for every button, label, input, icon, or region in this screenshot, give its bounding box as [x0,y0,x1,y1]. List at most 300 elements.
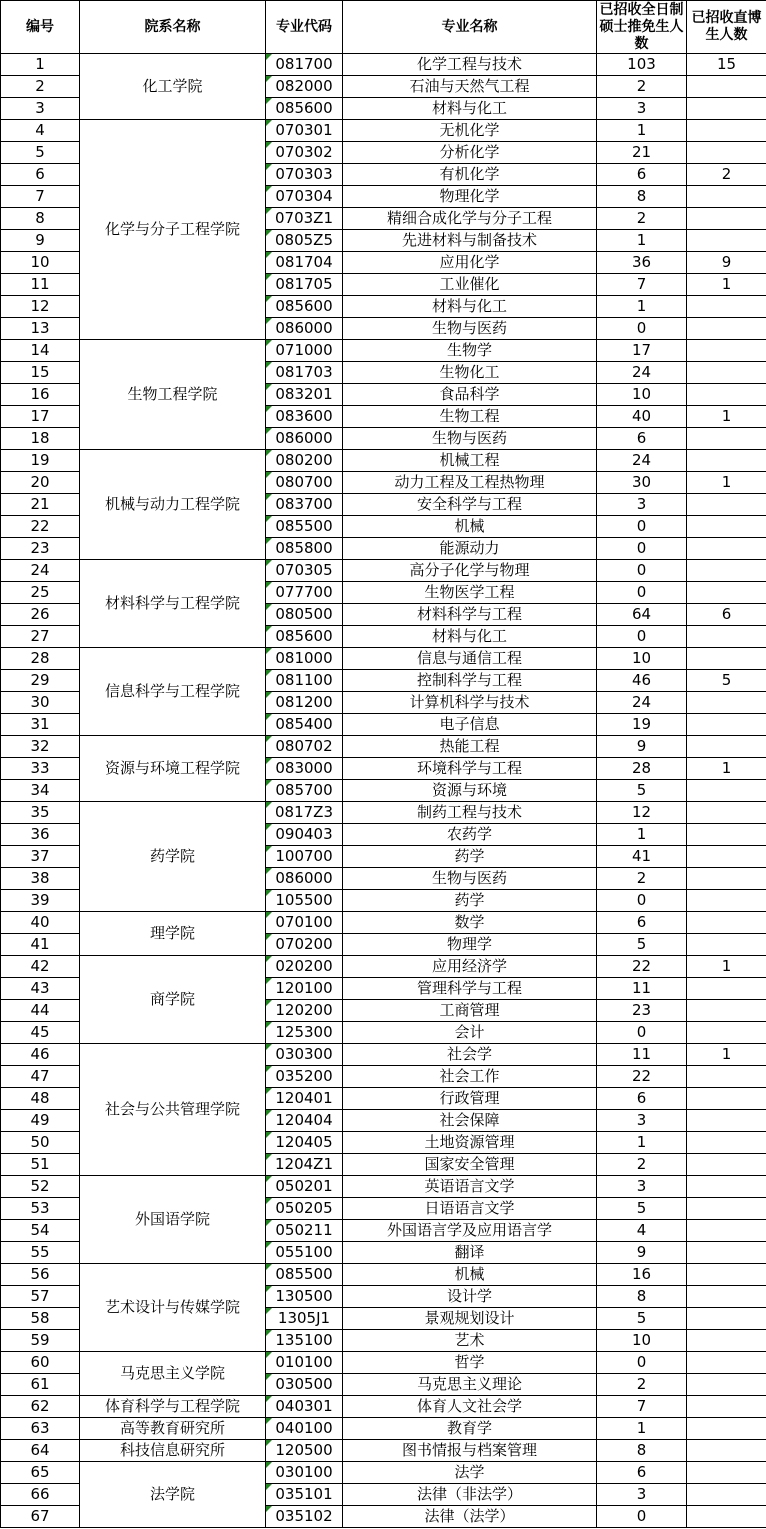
masters-count: 6 [597,912,687,934]
phd-count [687,120,766,142]
masters-count: 41 [597,846,687,868]
masters-count: 30 [597,472,687,494]
major-code: 071000 [266,340,343,362]
major-name: 生物与医药 [343,868,597,890]
row-number: 12 [1,296,80,318]
major-name: 日语语言文学 [343,1198,597,1220]
phd-count [687,1286,766,1308]
row-number: 17 [1,406,80,428]
row-number: 4 [1,120,80,142]
phd-count [687,1176,766,1198]
phd-count [687,450,766,472]
masters-count: 1 [597,120,687,142]
department-name: 体育科学与工程学院 [80,1396,266,1418]
row-number: 35 [1,802,80,824]
major-name: 生物与医药 [343,428,597,450]
phd-count [687,1132,766,1154]
masters-count: 4 [597,1220,687,1242]
phd-count [687,296,766,318]
row-number: 16 [1,384,80,406]
major-code: 081100 [266,670,343,692]
header-major-name: 专业名称 [343,1,597,54]
masters-count: 22 [597,956,687,978]
major-code: 070302 [266,142,343,164]
major-name: 有机化学 [343,164,597,186]
masters-count: 28 [597,758,687,780]
major-name: 应用经济学 [343,956,597,978]
major-name: 景观规划设计 [343,1308,597,1330]
major-code: 035102 [266,1506,343,1528]
row-number: 62 [1,1396,80,1418]
row-number: 57 [1,1286,80,1308]
major-name: 外国语言学及应用语言学 [343,1220,597,1242]
major-code: 085600 [266,296,343,318]
major-name: 控制科学与工程 [343,670,597,692]
row-number: 9 [1,230,80,252]
row-number: 42 [1,956,80,978]
masters-count: 1 [597,824,687,846]
major-code: 120200 [266,1000,343,1022]
phd-count [687,978,766,1000]
major-name: 生物医学工程 [343,582,597,604]
masters-count: 24 [597,692,687,714]
masters-count: 5 [597,1308,687,1330]
major-name: 工商管理 [343,1000,597,1022]
phd-count [687,98,766,120]
major-name: 安全科学与工程 [343,494,597,516]
major-code: 081705 [266,274,343,296]
phd-count [687,736,766,758]
major-name: 化学工程与技术 [343,54,597,76]
department-name: 机械与动力工程学院 [80,450,266,560]
masters-count: 0 [597,538,687,560]
phd-count [687,1198,766,1220]
phd-count [687,1022,766,1044]
row-number: 59 [1,1330,80,1352]
masters-count: 0 [597,890,687,912]
masters-count: 6 [597,428,687,450]
masters-count: 46 [597,670,687,692]
major-code: 083201 [266,384,343,406]
phd-count [687,648,766,670]
major-code: 083600 [266,406,343,428]
row-number: 67 [1,1506,80,1528]
major-name: 生物工程 [343,406,597,428]
major-name: 物理学 [343,934,597,956]
major-code: 050211 [266,1220,343,1242]
phd-count [687,1440,766,1462]
major-name: 农药学 [343,824,597,846]
row-number: 36 [1,824,80,846]
masters-count: 3 [597,1176,687,1198]
major-code: 035200 [266,1066,343,1088]
major-code: 085500 [266,516,343,538]
major-code: 070100 [266,912,343,934]
phd-count [687,1242,766,1264]
masters-count: 3 [597,494,687,516]
major-name: 法律（法学） [343,1506,597,1528]
header-number: 编号 [1,1,80,54]
phd-count [687,1374,766,1396]
major-name: 法学 [343,1462,597,1484]
phd-count [687,516,766,538]
row-number: 37 [1,846,80,868]
major-code: 100700 [266,846,343,868]
major-code: 085800 [266,538,343,560]
phd-count [687,142,766,164]
row-number: 58 [1,1308,80,1330]
major-code: 081200 [266,692,343,714]
major-name: 国家安全管理 [343,1154,597,1176]
major-name: 哲学 [343,1352,597,1374]
masters-count: 6 [597,1088,687,1110]
phd-count [687,692,766,714]
row-number: 30 [1,692,80,714]
department-name: 艺术设计与传媒学院 [80,1264,266,1352]
phd-count [687,802,766,824]
major-code: 0703Z1 [266,208,343,230]
department-name: 商学院 [80,956,266,1044]
row-number: 34 [1,780,80,802]
phd-count [687,1462,766,1484]
major-code: 083000 [266,758,343,780]
major-name: 机械 [343,1264,597,1286]
row-number: 24 [1,560,80,582]
row-number: 31 [1,714,80,736]
major-code: 120500 [266,1440,343,1462]
masters-count: 10 [597,384,687,406]
major-name: 行政管理 [343,1088,597,1110]
table-row [1,802,766,824]
row-number: 15 [1,362,80,384]
major-code: 1204Z1 [266,1154,343,1176]
row-number: 23 [1,538,80,560]
masters-count: 1 [597,296,687,318]
major-code: 040100 [266,1418,343,1440]
row-number: 5 [1,142,80,164]
phd-count [687,1110,766,1132]
major-name: 管理科学与工程 [343,978,597,1000]
major-code: 083700 [266,494,343,516]
major-name: 艺术 [343,1330,597,1352]
major-name: 石油与天然气工程 [343,76,597,98]
major-name: 生物学 [343,340,597,362]
masters-count: 9 [597,1242,687,1264]
row-number: 20 [1,472,80,494]
major-code: 085400 [266,714,343,736]
phd-count [687,362,766,384]
major-code: 135100 [266,1330,343,1352]
major-name: 先进材料与制备技术 [343,230,597,252]
phd-count [687,1264,766,1286]
masters-count: 17 [597,340,687,362]
row-number: 6 [1,164,80,186]
major-code: 130500 [266,1286,343,1308]
major-name: 机械工程 [343,450,597,472]
row-number: 38 [1,868,80,890]
major-code: 125300 [266,1022,343,1044]
phd-count [687,846,766,868]
major-name: 图书情报与档案管理 [343,1440,597,1462]
masters-count: 3 [597,1110,687,1132]
major-name: 社会保障 [343,1110,597,1132]
row-number: 3 [1,98,80,120]
major-code: 080200 [266,450,343,472]
major-code: 050201 [266,1176,343,1198]
row-number: 13 [1,318,80,340]
masters-count: 8 [597,1286,687,1308]
major-code: 081000 [266,648,343,670]
major-name: 药学 [343,846,597,868]
row-number: 60 [1,1352,80,1374]
major-code: 120404 [266,1110,343,1132]
phd-count [687,1330,766,1352]
major-name: 制药工程与技术 [343,802,597,824]
masters-count: 0 [597,582,687,604]
row-number: 19 [1,450,80,472]
phd-count [687,626,766,648]
major-name: 生物化工 [343,362,597,384]
table-row [1,1418,766,1440]
masters-count: 21 [597,142,687,164]
row-number: 44 [1,1000,80,1022]
major-code: 085700 [266,780,343,802]
row-number: 66 [1,1484,80,1506]
table-row [1,450,766,472]
major-name: 食品科学 [343,384,597,406]
phd-count [687,868,766,890]
major-code: 080500 [266,604,343,626]
major-name: 信息与通信工程 [343,648,597,670]
masters-count: 0 [597,626,687,648]
major-code: 120401 [266,1088,343,1110]
row-number: 63 [1,1418,80,1440]
department-name: 生物工程学院 [80,340,266,450]
row-number: 28 [1,648,80,670]
major-code: 040301 [266,1396,343,1418]
phd-count [687,384,766,406]
row-number: 46 [1,1044,80,1066]
masters-count: 10 [597,648,687,670]
major-code: 081700 [266,54,343,76]
row-number: 40 [1,912,80,934]
phd-count [687,560,766,582]
row-number: 51 [1,1154,80,1176]
masters-count: 16 [597,1264,687,1286]
major-code: 035101 [266,1484,343,1506]
major-code: 070305 [266,560,343,582]
row-number: 11 [1,274,80,296]
masters-count: 8 [597,1440,687,1462]
masters-count: 24 [597,450,687,472]
masters-count: 0 [597,318,687,340]
masters-count: 10 [597,1330,687,1352]
phd-count [687,1418,766,1440]
department-name: 资源与环境工程学院 [80,736,266,802]
major-name: 动力工程及工程热物理 [343,472,597,494]
phd-count: 1 [687,406,766,428]
masters-count: 2 [597,208,687,230]
phd-count [687,890,766,912]
major-code: 070304 [266,186,343,208]
masters-count: 1 [597,1132,687,1154]
major-name: 分析化学 [343,142,597,164]
table-row [1,560,766,582]
phd-count [687,1506,766,1528]
masters-count: 6 [597,1462,687,1484]
masters-count: 24 [597,362,687,384]
masters-count: 12 [597,802,687,824]
major-name: 马克思主义理论 [343,1374,597,1396]
department-name: 外国语学院 [80,1176,266,1264]
masters-count: 0 [597,1022,687,1044]
major-code: 0805Z5 [266,230,343,252]
major-code: 1305J1 [266,1308,343,1330]
table-row [1,120,766,142]
major-name: 材料与化工 [343,296,597,318]
major-code: 086000 [266,868,343,890]
masters-count: 3 [597,98,687,120]
phd-count: 2 [687,164,766,186]
phd-count [687,428,766,450]
masters-count: 8 [597,186,687,208]
row-number: 22 [1,516,80,538]
major-code: 085500 [266,1264,343,1286]
major-name: 翻译 [343,1242,597,1264]
row-number: 53 [1,1198,80,1220]
phd-count [687,1308,766,1330]
masters-count: 6 [597,164,687,186]
masters-count: 1 [597,1418,687,1440]
masters-count: 19 [597,714,687,736]
department-name: 法学院 [80,1462,266,1528]
masters-count: 0 [597,1506,687,1528]
department-name: 科技信息研究所 [80,1440,266,1462]
major-name: 药学 [343,890,597,912]
major-code: 030500 [266,1374,343,1396]
row-number: 26 [1,604,80,626]
major-name: 英语语言文学 [343,1176,597,1198]
row-number: 55 [1,1242,80,1264]
major-name: 机械 [343,516,597,538]
table-row [1,956,766,978]
row-number: 43 [1,978,80,1000]
masters-count: 40 [597,406,687,428]
masters-count: 64 [597,604,687,626]
row-number: 54 [1,1220,80,1242]
row-number: 65 [1,1462,80,1484]
row-number: 25 [1,582,80,604]
row-number: 14 [1,340,80,362]
phd-count [687,1484,766,1506]
major-name: 会计 [343,1022,597,1044]
row-number: 21 [1,494,80,516]
department-name: 马克思主义学院 [80,1352,266,1396]
major-code: 077700 [266,582,343,604]
table-row [1,736,766,758]
major-name: 电子信息 [343,714,597,736]
phd-count [687,1154,766,1176]
row-number: 27 [1,626,80,648]
row-number: 32 [1,736,80,758]
major-name: 高分子化学与物理 [343,560,597,582]
major-name: 教育学 [343,1418,597,1440]
phd-count [687,824,766,846]
department-name: 化学与分子工程学院 [80,120,266,340]
department-name: 材料科学与工程学院 [80,560,266,648]
table-body [1,54,766,1528]
phd-count [687,1220,766,1242]
phd-count: 1 [687,472,766,494]
major-name: 环境科学与工程 [343,758,597,780]
masters-count: 0 [597,516,687,538]
header-row [1,1,766,54]
major-code: 082000 [266,76,343,98]
masters-count: 5 [597,1198,687,1220]
header-major-code: 专业代码 [266,1,343,54]
row-number: 61 [1,1374,80,1396]
phd-count: 1 [687,274,766,296]
phd-count [687,1088,766,1110]
major-name: 材料与化工 [343,626,597,648]
phd-count [687,714,766,736]
major-code: 120405 [266,1132,343,1154]
major-name: 无机化学 [343,120,597,142]
major-code: 086000 [266,318,343,340]
phd-count [687,1066,766,1088]
table-row [1,1440,766,1462]
major-name: 计算机科学与技术 [343,692,597,714]
masters-count: 2 [597,1154,687,1176]
phd-count [687,780,766,802]
phd-count: 1 [687,758,766,780]
major-code: 070200 [266,934,343,956]
major-code: 090403 [266,824,343,846]
masters-count: 3 [597,1484,687,1506]
major-name: 资源与环境 [343,780,597,802]
major-code: 081703 [266,362,343,384]
masters-count: 36 [597,252,687,274]
masters-count: 2 [597,868,687,890]
major-code: 030300 [266,1044,343,1066]
major-name: 应用化学 [343,252,597,274]
row-number: 18 [1,428,80,450]
major-name: 生物与医药 [343,318,597,340]
major-code: 085600 [266,626,343,648]
major-name: 设计学 [343,1286,597,1308]
table-row [1,1462,766,1484]
phd-count [687,538,766,560]
row-number: 56 [1,1264,80,1286]
masters-count: 5 [597,780,687,802]
header-department: 院系名称 [80,1,266,54]
major-code: 030100 [266,1462,343,1484]
row-number: 52 [1,1176,80,1198]
major-code: 086000 [266,428,343,450]
row-number: 41 [1,934,80,956]
row-number: 8 [1,208,80,230]
masters-count: 5 [597,934,687,956]
phd-count [687,582,766,604]
phd-count [687,1396,766,1418]
phd-count: 9 [687,252,766,274]
major-code: 080700 [266,472,343,494]
row-number: 45 [1,1022,80,1044]
department-name: 药学院 [80,802,266,912]
major-code: 080702 [266,736,343,758]
table-row [1,1176,766,1198]
masters-count: 2 [597,76,687,98]
